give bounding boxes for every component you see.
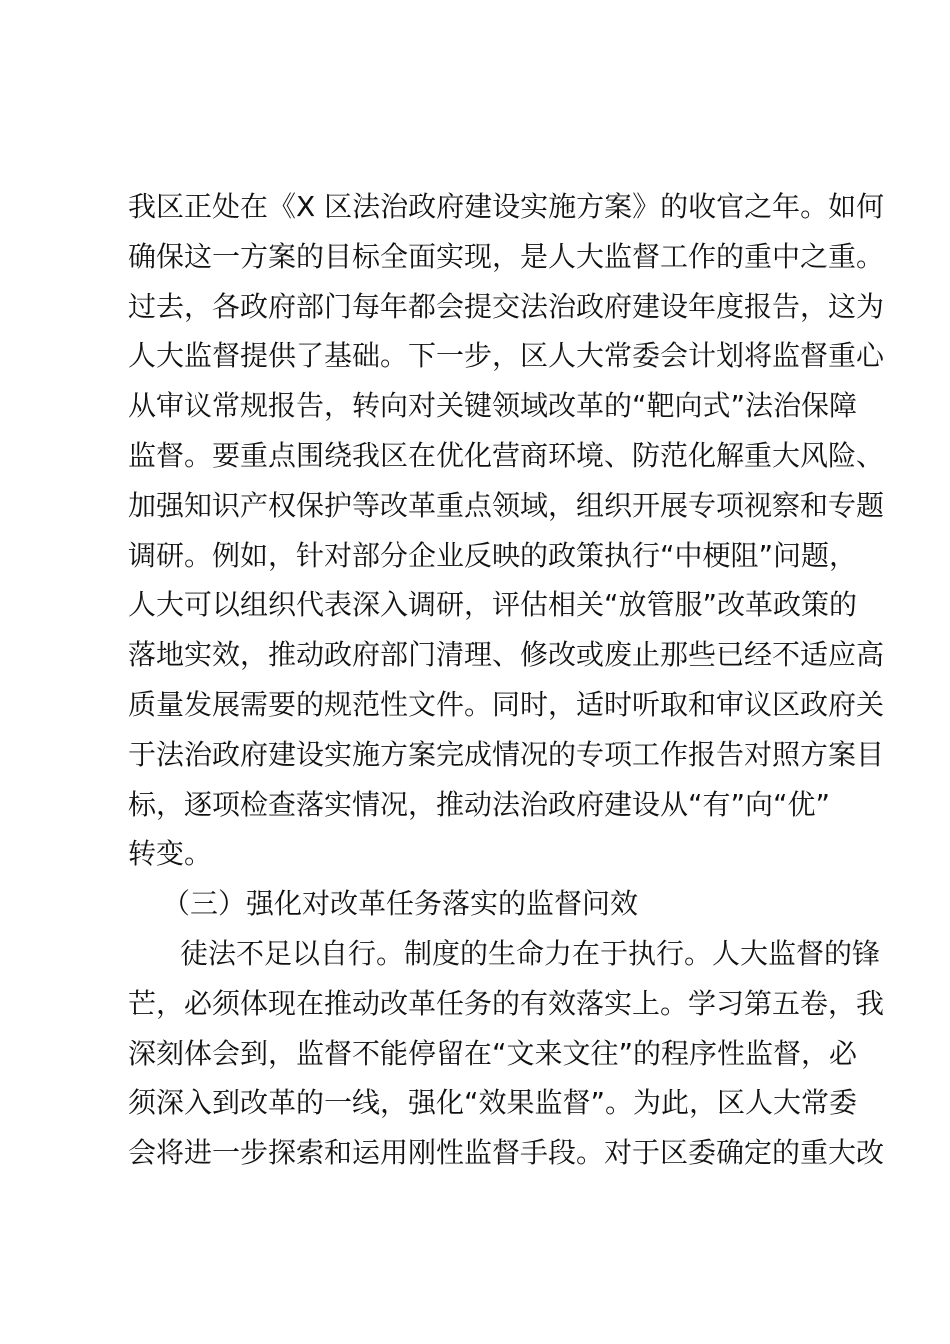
paragraph-line: 加强知识产权保护等改革重点领域，组织开展专项视察和专题 — [128, 488, 885, 522]
paragraph-line: 芒，必须体现在推动改革任务的有效落实上。学习第五卷，我 — [128, 986, 885, 1020]
section-heading: （三）强化对改革任务落实的监督问效 — [162, 887, 639, 921]
paragraph-line: 于法治政府建设实施方案完成情况的专项工作报告对照方案目 — [128, 737, 885, 771]
paragraph-line: 调研。例如，针对部分企业反映的政策执行“中梗阻”问题， — [128, 538, 858, 572]
paragraph-line: 转变。 — [128, 837, 213, 871]
paragraph-line: 深刻体会到，监督不能停留在“文来文往”的程序性监督，必 — [128, 1036, 858, 1070]
paragraph-line: 须深入到改革的一线，强化“效果监督”。为此，区人大常委 — [128, 1086, 858, 1120]
paragraph-line: 从审议常规报告，转向对关键领域改革的“靶向式”法治保障 — [128, 389, 858, 423]
paragraph-line: 我区正处在《X 区法治政府建设实施方案》的收官之年。如何 — [128, 190, 885, 223]
paragraph-line: 标，逐项检查落实情况，推动法治政府建设从“有”向“优” — [128, 787, 831, 821]
paragraph-line: 落地实效，推动政府部门清理、修改或废止那些已经不适应高 — [128, 638, 885, 672]
paragraph-line: 确保这一方案的目标全面实现，是人大监督工作的重中之重。 — [128, 239, 885, 273]
paragraph-line: 徒法不足以自行。制度的生命力在于执行。人大监督的锋 — [180, 936, 881, 970]
paragraph-line: 人大监督提供了基础。下一步，区人大常委会计划将监督重心 — [128, 339, 885, 373]
paragraph-line: 过去，各政府部门每年都会提交法治政府建设年度报告，这为 — [128, 289, 885, 323]
document-body — [128, 182, 885, 1178]
paragraph-line: 监督。要重点围绕我区在优化营商环境、防范化解重大风险、 — [128, 438, 885, 472]
paragraph-line: 人大可以组织代表深入调研，评估相关“放管服”改革政策的 — [128, 588, 858, 622]
paragraph-line: 会将进一步探索和运用刚性监督手段。对于区委确定的重大改 — [128, 1136, 885, 1170]
paragraph-line: 质量发展需要的规范性文件。同时，适时听取和审议区政府关 — [128, 687, 885, 721]
